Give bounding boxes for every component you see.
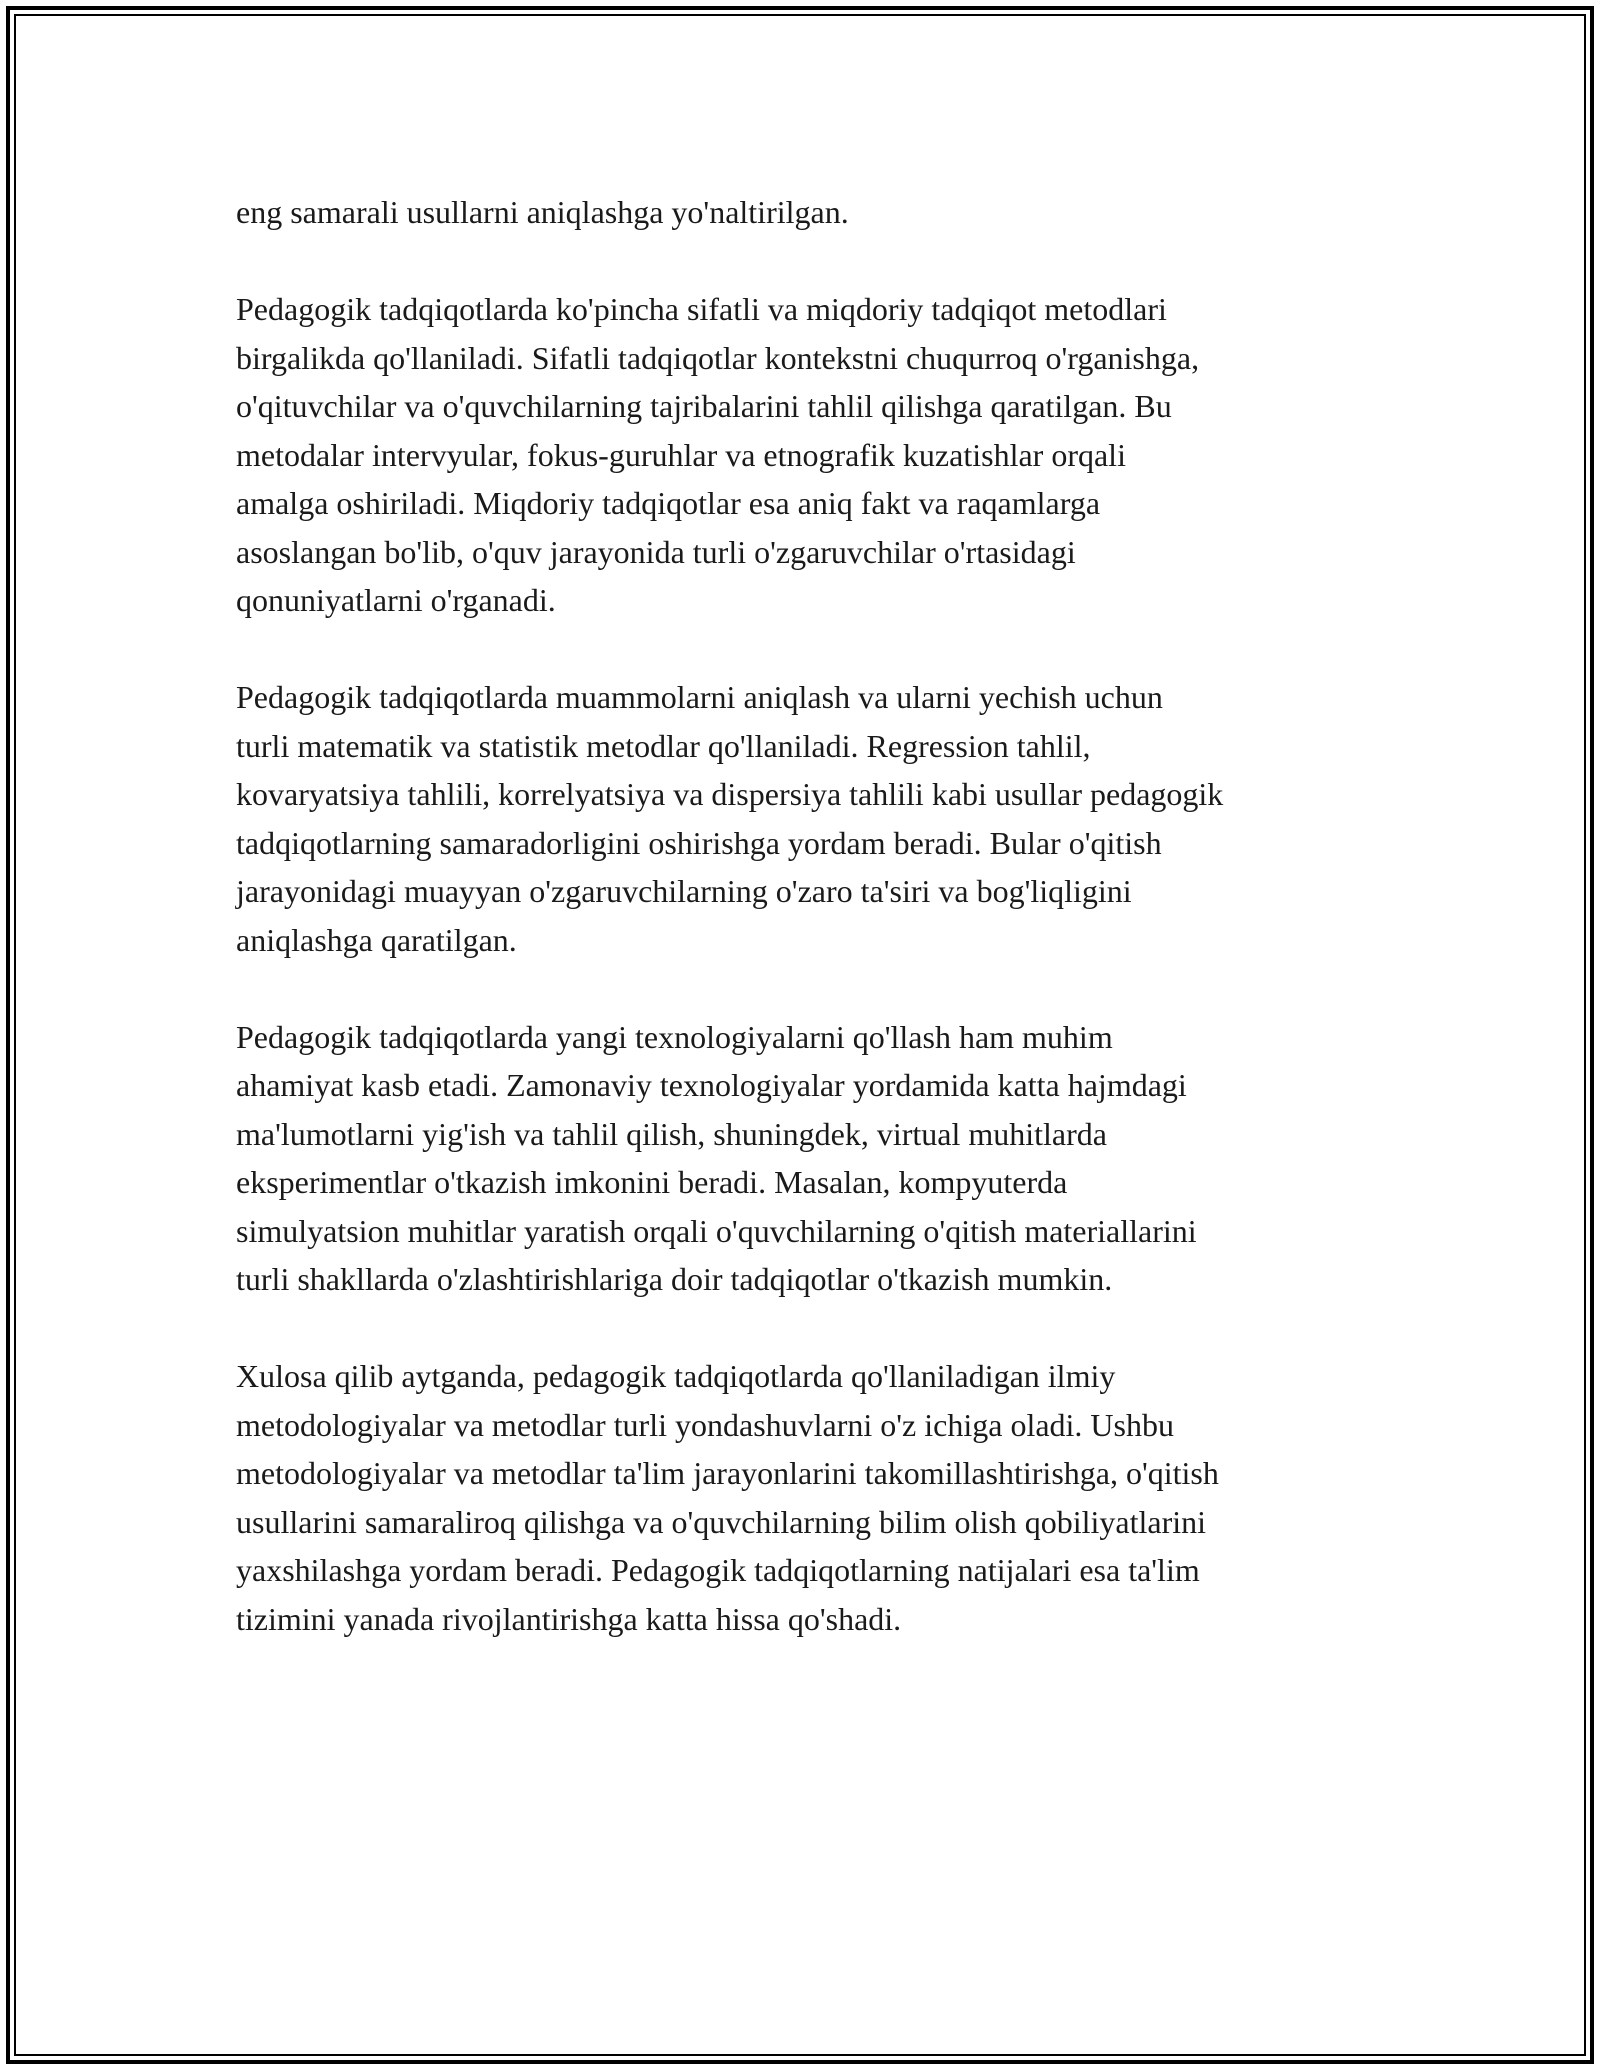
- paragraph-1: eng samarali usullarni aniqlashga yo'naltirilgan.: [236, 194, 849, 230]
- paragraph-3: Pedagogik tadqiqotlarda muammolarni aniqlash va ularni yechish uchun turli matematik va statistik metodlar qo'llaniladi. Regression tahlil, kovaryatsiya tahlili, korrelyatsiya va dispersiya tahlili kabi usullar pedagogik tadqiqotlarning samaradorligini oshirishga yordam beradi. Bular o'qitish jarayonidagi muayyan o'zgaruvchilarning o'zaro ta'siri va bog'liqligini aniqlashga qaratilgan.: [236, 679, 1224, 958]
- paragraph-5: Xulosa qilib aytganda, pedagogik tadqiqotlarda qo'llaniladigan ilmiy metodologiyalar va metodlar turli yondashuvlarni o'z ichiga oladi. Ushbu metodologiyalar va metodlar ta'lim jarayonlarini takomillashtirishga, o'qitish usullarini samaraliroq qilishga va o'quvchilarning bilim olish qobiliyatlarini yaxshilashga yordam beradi. Pedagogik tadqiqotlarning natijalari esa ta'lim tizimini yanada rivojlantirishga katta hissa qo'shadi.: [236, 1358, 1219, 1637]
- document-body: [236, 188, 1386, 1643]
- paragraph-4: Pedagogik tadqiqotlarda yangi texnologiyalarni qo'llash ham muhim ahamiyat kasb etadi. Zamonaviy texnologiyalar yordamida katta hajmdagi ma'lumotlarni yig'ish va tahlil qilish, shuningdek, virtual muhitlarda eksperimentlar o'tkazish imkonini beradi. Masalan, kompyuterda simulyatsion muhitlar yaratish orqali o'quvchilarning o'qitish materiallarini turli shakllarda o'zlashtirishlariga doir tadqiqotlar o'tkazish mumkin.: [236, 1018, 1197, 1297]
- paragraph-2: Pedagogik tadqiqotlarda ko'pincha sifatli va miqdoriy tadqiqot metodlari birgalikda qo'llaniladi. Sifatli tadqiqotlar kontekstni chuqurroq o'rganishga, o'qituvchilar va o'quvchilarning tajribalarini tahlil qilishga qaratilgan. Bu metodalar intervyular, fokus-guruhlar va etnografik kuzatishlar orqali amalga oshiriladi. Miqdoriy tadqiqotlar esa aniq fakt va raqamlarga asoslangan bo'lib, o'quv jarayonida turli o'zgaruvchilar o'rtasidagi qonuniyatlarni o'rganadi.: [236, 291, 1200, 618]
